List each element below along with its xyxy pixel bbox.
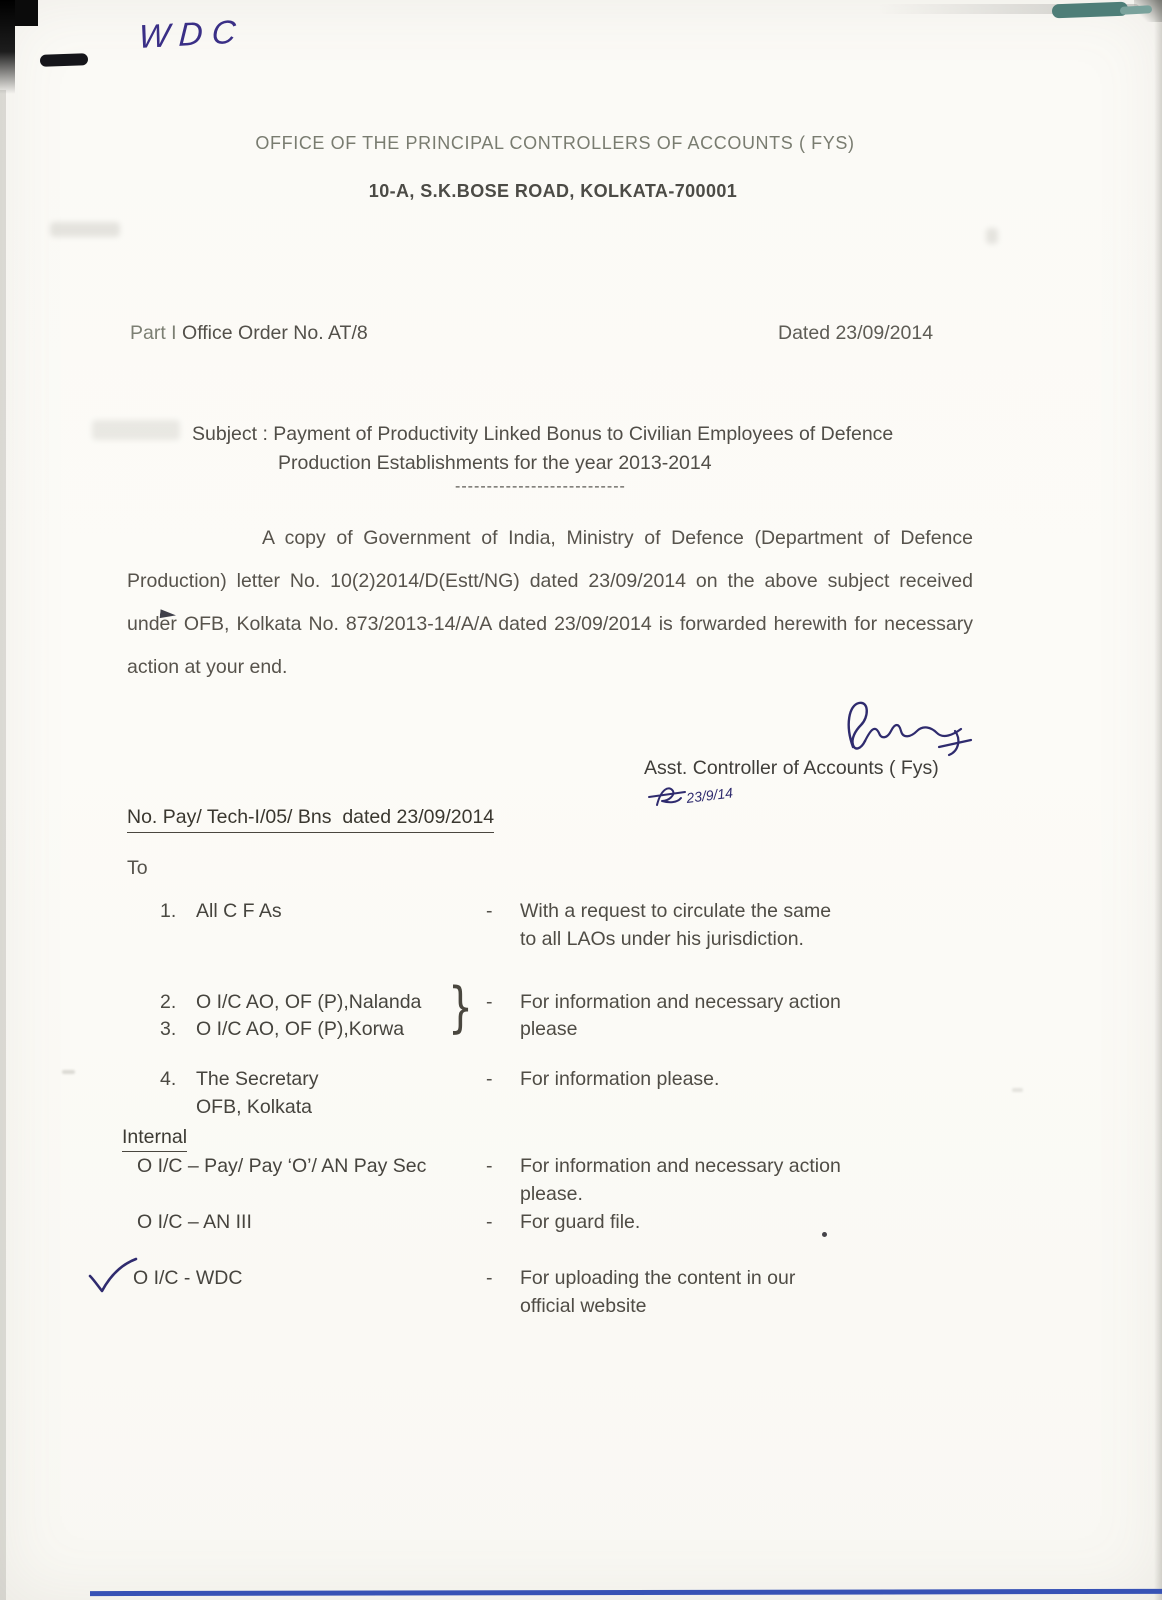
pencil-smudge	[50, 222, 120, 237]
internal-3-dash: -	[486, 1267, 493, 1289]
handwritten-signature	[835, 695, 985, 765]
internal-2-addressee: O I/C – AN III	[137, 1211, 252, 1233]
dist-4-addressee-line-1: The Secretary	[196, 1068, 319, 1090]
dist-1-purpose-line-2: to all LAOs under his jurisdiction.	[520, 928, 804, 950]
internal-3-purpose-line-1: For uploading the content in our	[520, 1267, 796, 1289]
reference-number-line: No. Pay/ Tech-I/05/ Bns dated 23/09/2014	[127, 806, 494, 833]
ink-dot-artifact	[822, 1232, 827, 1237]
internal-1-addressee: O I/C – Pay/ Pay ‘O’/ AN Pay Sec	[137, 1155, 427, 1177]
internal-3-purpose-line-2: official website	[520, 1295, 647, 1317]
dist-1-dash: -	[486, 900, 493, 922]
dist-2-3-dash: -	[486, 991, 493, 1013]
dist-2-number: 2.	[160, 991, 177, 1013]
dist-3-number: 3.	[160, 1018, 177, 1040]
ink-dash-mark	[40, 53, 88, 67]
dist-4-dash: -	[486, 1068, 493, 1090]
scan-edge-right	[1154, 0, 1162, 1600]
dist-1-addressee: All C F As	[196, 900, 282, 922]
order-date: Dated 23/09/2014	[778, 322, 934, 344]
part-label: Part I	[130, 322, 183, 344]
body-paragraph: A copy of Government of India, Ministry of Defence (Department of Defence Production) letter No. 10(2)2014/D(Estt/NG) dated 23/09/2014 on the above subject received under OFB, Kolkata No. 873/2013-14/A/A dated 23/09/2014 is forwarded herewith for necessary action at your end.	[127, 527, 973, 678]
internal-section-heading: Internal	[122, 1126, 187, 1152]
dist-1-number: 1.	[160, 900, 177, 922]
subject-line-1: Subject : Payment of Productivity Linked Bonus to Civilian Employees of Defence	[192, 423, 894, 445]
group-brace: }	[448, 976, 473, 1040]
internal-2-dash: -	[486, 1211, 493, 1233]
pencil-smudge	[92, 420, 180, 440]
internal-1-purpose-line-2: please.	[520, 1183, 583, 1205]
internal-1-dash: -	[486, 1155, 493, 1177]
dist-4-purpose-line-1: For information please.	[520, 1068, 720, 1090]
bottom-blue-scan-line	[90, 1589, 1162, 1596]
dist-2-3-purpose-line-1: For information and necessary action	[520, 991, 841, 1013]
internal-2-purpose-line-1: For guard file.	[520, 1211, 641, 1233]
order-number: Office Order No. AT/8	[182, 322, 368, 344]
to-label: To	[127, 857, 148, 879]
signatory-designation: Asst. Controller of Accounts ( Fys)	[644, 757, 939, 779]
internal-3-addressee: O I/C - WDC	[133, 1267, 243, 1289]
handwritten-date-scribble	[645, 779, 765, 817]
pencil-smudge	[986, 228, 998, 244]
dist-2-3-purpose-line-2: please	[520, 1018, 578, 1040]
office-header-line: OFFICE OF THE PRINCIPAL CONTROLLERS OF ACCOUNTS ( FYS)	[255, 133, 855, 153]
teal-marker-stroke	[1052, 2, 1128, 19]
dist-4-number: 4.	[160, 1068, 177, 1090]
handwritten-date-text: 23/9/14	[685, 784, 734, 806]
subject-divider-dashes: ---------------------------	[455, 478, 626, 495]
dist-3-addressee: O I/C AO, OF (P),Korwa	[196, 1018, 405, 1040]
office-address-line: 10-A, S.K.BOSE ROAD, KOLKATA-700001	[368, 181, 738, 201]
dist-2-addressee: O I/C AO, OF (P),Nalanda	[196, 991, 422, 1013]
pencil-smudge	[62, 1070, 75, 1074]
subject-line-2: Production Establishments for the year 2013-2014	[278, 452, 712, 474]
dist-4-addressee-line-2: OFB, Kolkata	[196, 1096, 312, 1118]
scan-edge-left	[0, 90, 6, 1600]
checkmark-ink	[86, 1256, 138, 1296]
handwritten-wdc-text: WDC	[137, 13, 246, 56]
dist-1-purpose-line-1: With a request to circulate the same	[520, 900, 832, 922]
handwritten-wdc-annotation	[138, 10, 268, 62]
office-order-number-line	[130, 322, 368, 345]
internal-1-purpose-line-1: For information and necessary action	[520, 1155, 841, 1177]
scan-artifact-left-bar	[0, 0, 15, 94]
pencil-smudge	[1012, 1088, 1023, 1092]
teal-marker-stroke-tail	[1120, 5, 1152, 15]
